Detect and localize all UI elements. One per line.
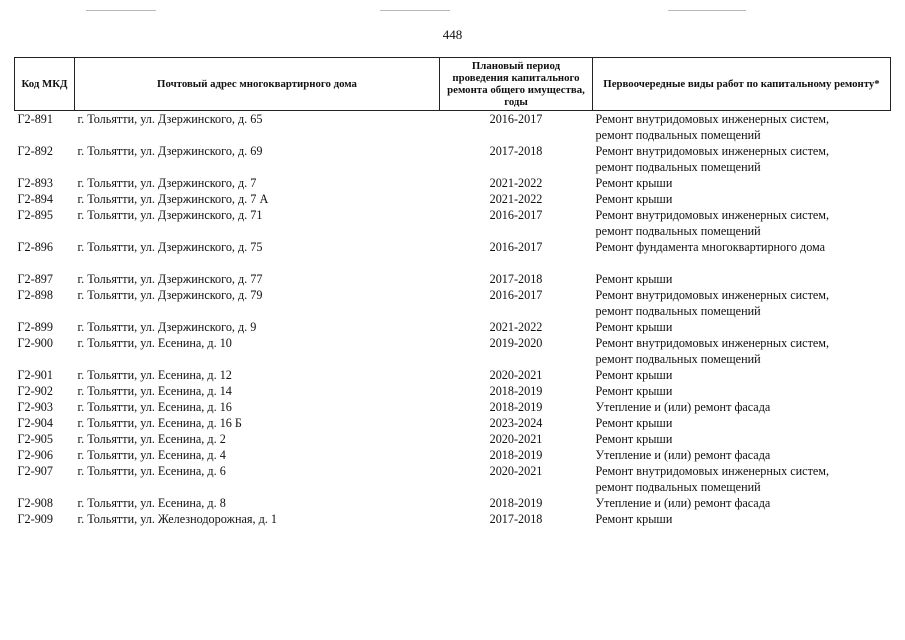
- cell-period: 2020-2021: [489, 432, 543, 446]
- cell-address: г. Тольятти, ул. Железнодорожная, д. 1: [77, 512, 277, 526]
- scan-artifact-line: [380, 10, 450, 11]
- cell-code: Г2-891: [17, 112, 53, 126]
- cell-address: г. Тольятти, ул. Дзержинского, д. 77: [77, 272, 263, 286]
- cell-code: Г2-909: [17, 512, 53, 526]
- cell-address: г. Тольятти, ул. Есенина, д. 14: [77, 384, 232, 398]
- table-row: [15, 495, 891, 511]
- cell-works: [593, 367, 891, 383]
- cell-code: Г2-900: [17, 336, 53, 350]
- cell-works: [593, 111, 891, 144]
- cell-period: 2016-2017: [489, 112, 543, 126]
- cell-works: [593, 431, 891, 447]
- table-row: [15, 383, 891, 399]
- table-row: [15, 239, 891, 271]
- cell-period: 2020-2021: [489, 464, 543, 478]
- cell-code: Г2-902: [17, 384, 53, 398]
- cell-code: Г2-893: [17, 176, 53, 190]
- cell-works: [593, 495, 891, 511]
- works-line: Утепление и (или) ремонт фасада: [595, 400, 771, 414]
- cell-period: 2021-2022: [489, 192, 543, 206]
- cell-period: 2016-2017: [489, 288, 543, 302]
- cell-address: г. Тольятти, ул. Дзержинского, д. 7 А: [77, 192, 269, 206]
- cell-works: [593, 335, 891, 367]
- cell-period: 2018-2019: [489, 496, 543, 510]
- table-header-row: [15, 58, 891, 111]
- scan-artifact-line: [86, 10, 156, 11]
- table-row: [15, 367, 891, 383]
- table-row: [15, 191, 891, 207]
- table-row: [15, 431, 891, 447]
- cell-address: г. Тольятти, ул. Дзержинского, д. 79: [77, 288, 263, 302]
- cell-works: [593, 319, 891, 335]
- works-line: Ремонт внутридомовых инженерных систем,: [595, 144, 830, 158]
- cell-address: г. Тольятти, ул. Дзержинского, д. 75: [77, 240, 263, 254]
- cell-works: [593, 399, 891, 415]
- works-line: Ремонт внутридомовых инженерных систем,: [595, 112, 830, 126]
- cell-code: Г2-906: [17, 448, 53, 462]
- works-line: Ремонт крыши: [595, 272, 673, 286]
- cell-works: [593, 415, 891, 431]
- works-line: Ремонт крыши: [595, 432, 673, 446]
- table-row: [15, 271, 891, 287]
- works-line: Ремонт крыши: [595, 176, 673, 190]
- works-line: ремонт подвальных помещений: [595, 352, 761, 366]
- works-line: [596, 255, 888, 271]
- header-address: Почтовый адрес многоквартирного дома: [75, 58, 440, 111]
- works-line: Ремонт внутридомовых инженерных систем,: [595, 208, 830, 222]
- cell-works: [593, 383, 891, 399]
- cell-address: г. Тольятти, ул. Есенина, д. 12: [77, 368, 232, 382]
- cell-address: г. Тольятти, ул. Есенина, д. 2: [77, 432, 226, 446]
- table-row: [15, 319, 891, 335]
- cell-period: 2016-2017: [489, 240, 543, 254]
- table-row: [15, 111, 891, 144]
- cell-code: Г2-895: [17, 208, 53, 222]
- cell-works: [593, 287, 891, 319]
- cell-address: г. Тольятти, ул. Дзержинского, д. 71: [77, 208, 263, 222]
- cell-code: Г2-903: [17, 400, 53, 414]
- cell-works: [593, 511, 891, 527]
- cell-period: 2018-2019: [489, 384, 543, 398]
- table-row: [15, 463, 891, 495]
- cell-works: [593, 463, 891, 495]
- cell-code: Г2-907: [17, 464, 53, 478]
- cell-period: 2017-2018: [489, 512, 543, 526]
- cell-code: Г2-904: [17, 416, 53, 430]
- cell-works: [593, 239, 891, 271]
- housing-repair-table: [14, 57, 891, 527]
- cell-address: г. Тольятти, ул. Есенина, д. 10: [77, 336, 232, 350]
- cell-period: 2017-2018: [489, 272, 543, 286]
- works-line: Ремонт крыши: [595, 192, 673, 206]
- cell-code: Г2-896: [17, 240, 53, 254]
- cell-code: Г2-897: [17, 272, 53, 286]
- cell-code: Г2-905: [17, 432, 53, 446]
- cell-address: г. Тольятти, ул. Дзержинского, д. 9: [77, 320, 257, 334]
- cell-address: г. Тольятти, ул. Дзержинского, д. 69: [77, 144, 263, 158]
- works-line: Ремонт крыши: [595, 368, 673, 382]
- cell-period: 2017-2018: [489, 144, 543, 158]
- cell-address: г. Тольятти, ул. Есенина, д. 4: [77, 448, 226, 462]
- cell-works: [593, 191, 891, 207]
- works-line: Ремонт внутридомовых инженерных систем,: [595, 464, 830, 478]
- table-row: [15, 143, 891, 175]
- works-line: Ремонт фундамента многоквартирного дома: [595, 240, 826, 254]
- table-row: [15, 207, 891, 239]
- scan-artifact-line: [668, 10, 746, 11]
- works-line: Ремонт внутридомовых инженерных систем,: [595, 336, 830, 350]
- works-line: Ремонт внутридомовых инженерных систем,: [595, 288, 830, 302]
- cell-code: Г2-898: [17, 288, 53, 302]
- cell-code: Г2-892: [17, 144, 53, 158]
- works-line: ремонт подвальных помещений: [595, 128, 761, 142]
- cell-period: 2018-2019: [489, 448, 543, 462]
- header-code: Код МКД: [15, 58, 75, 111]
- cell-address: г. Тольятти, ул. Есенина, д. 8: [77, 496, 226, 510]
- cell-period: 2018-2019: [489, 400, 543, 414]
- table-body: [15, 111, 891, 528]
- works-line: ремонт подвальных помещений: [595, 480, 761, 494]
- cell-address: г. Тольятти, ул. Есенина, д. 6: [77, 464, 226, 478]
- cell-address: г. Тольятти, ул. Есенина, д. 16: [77, 400, 232, 414]
- cell-code: Г2-908: [17, 496, 53, 510]
- cell-code: Г2-894: [17, 192, 53, 206]
- cell-works: [593, 207, 891, 239]
- table-row: [15, 511, 891, 527]
- table-row: [15, 415, 891, 431]
- works-line: Утепление и (или) ремонт фасада: [595, 448, 771, 462]
- cell-period: 2021-2022: [489, 320, 543, 334]
- cell-works: [593, 143, 891, 175]
- cell-works: [593, 271, 891, 287]
- works-line: Ремонт крыши: [595, 512, 673, 526]
- works-line: ремонт подвальных помещений: [595, 304, 761, 318]
- works-line: ремонт подвальных помещений: [595, 160, 761, 174]
- table-row: [15, 447, 891, 463]
- cell-period: 2023-2024: [489, 416, 543, 430]
- table-row: [15, 175, 891, 191]
- cell-period: 2020-2021: [489, 368, 543, 382]
- header-period: Плановый период проведения капитального ремонта общего имущества, годы: [440, 58, 593, 111]
- cell-period: 2016-2017: [489, 208, 543, 222]
- works-line: Ремонт крыши: [595, 384, 673, 398]
- works-line: Утепление и (или) ремонт фасада: [595, 496, 771, 510]
- table-row: [15, 335, 891, 367]
- works-line: ремонт подвальных помещений: [595, 224, 761, 238]
- cell-code: Г2-899: [17, 320, 53, 334]
- cell-address: г. Тольятти, ул. Дзержинского, д. 7: [77, 176, 257, 190]
- cell-address: г. Тольятти, ул. Есенина, д. 16 Б: [77, 416, 242, 430]
- cell-code: Г2-901: [17, 368, 53, 382]
- cell-period: 2021-2022: [489, 176, 543, 190]
- works-line: Ремонт крыши: [595, 416, 673, 430]
- table-row: [15, 399, 891, 415]
- cell-address: г. Тольятти, ул. Дзержинского, д. 65: [77, 112, 263, 126]
- cell-works: [593, 447, 891, 463]
- cell-works: [593, 175, 891, 191]
- works-line: Ремонт крыши: [595, 320, 673, 334]
- page-number: 448: [442, 27, 463, 42]
- header-works: Первоочередные виды работ по капитальному ремонту*: [593, 58, 891, 111]
- table-row: [15, 287, 891, 319]
- cell-period: 2019-2020: [489, 336, 543, 350]
